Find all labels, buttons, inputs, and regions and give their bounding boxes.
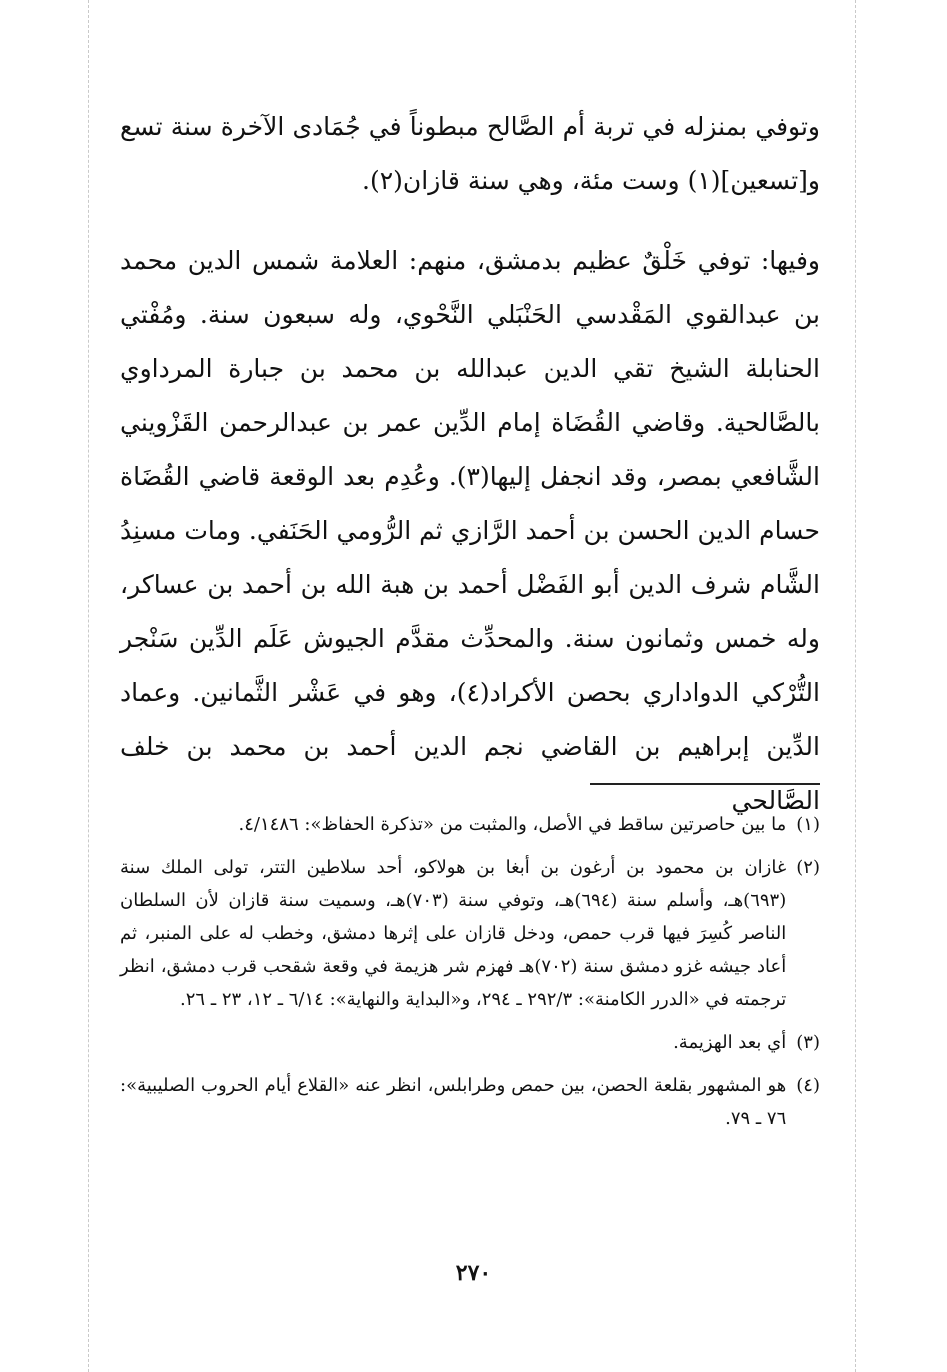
footnotes: [120, 808, 820, 1145]
page-number: ٢٧٠: [455, 1260, 492, 1286]
footnote-1: [120, 808, 820, 841]
paragraph-2: وفيها: توفي خَلْقٌ عظيم بدمشق، منهم: العلامة شمس الدين محمد بن عبدالقوي المَقْدسي الحَنْبَلي النَّحْوي، وله سبعون سنة. ومُفْتي الحنابلة الشيخ تقي الدين عبدالله بن محمد بن جبارة المرداوي بالصَّالحية. وقاضي القُضَاة إمام الدِّين عمر بن عبدالرحمن القَزْويني الشَّافعي بمصر، وقد انجفل إليها(٣). وعُدِم بعد الوقعة قاضي القُضَاة حسام الدين الحسن بن أحمد الرَّازي ثم الرُّومي الحَنَفي. ومات مسنِدُ الشَّام شرف الدين أبو الفَضْل أحمد بن هبة الله بن أحمد بن عساكر، وله خمس وثمانون سنة. والمحدِّث مقدَّم الجيوش عَلَم الدِّين سَنْجر التُّرْكي الدواداري بحصن الأكراد(٤)، وهو في عَشْر الثَّمانين. وعماد الدِّين إبراهيم بن القاضي نجم الدين أحمد بن محمد بن خلف الصَّالحي: [120, 246, 820, 815]
footnote-text: هو المشهور بقلعة الحصن، بين حمص وطرابلس، انظر عنه «القلاع أيام الحروب الصليبية»: ٧٦ ـ ٧٩.: [120, 1075, 787, 1129]
main-text: [120, 100, 820, 828]
footnote-3: [120, 1026, 820, 1059]
footnote-number: (٤): [796, 1075, 820, 1096]
footnote-separator: [590, 783, 820, 785]
footnote-number: (١): [796, 814, 820, 835]
footnote-number: (٢): [796, 857, 820, 878]
footnote-text: ما بين حاصرتين ساقط في الأصل، والمثبت من «تذكرة الحفاظ»: ٤/١٤٨٦.: [238, 814, 787, 835]
footnote-text: غازان بن محمود بن أرغون بن أبغا بن هولاكو، أحد سلاطين التتر، تولى الملك سنة (٦٩٣)هـ، وأسلم سنة (٦٩٤)هـ، وتوفي سنة (٧٠٣)هـ، وسميت سنة قازان لأن السلطان الناصر كُسِرَ فيها قرب حمص، ودخل قازان على إثرها دمشق، وخطب له على المنبر، ثم أعاد جيشه غزو دمشق سنة (٧٠٢)هـ فهزم شر هزيمة في وقعة شقحب قرب دمشق، انظر ترجمته في «الدرر الكامنة»: ٢٩٢/٣ ـ ٢٩٤، و«البداية والنهاية»: ٦/١٤ ـ ١٢، ٢٣ ـ ٢٦.: [120, 857, 787, 1010]
scan-guide-line: [855, 0, 856, 1372]
paragraph-1: وتوفي بمنزله في تربة أم الصَّالح مبطوناً في جُمَادى الآخرة سنة تسع و[تسعين](١) وست مئة، وهي سنة قازان(٢).: [120, 112, 820, 195]
footnote-text: أي بعد الهزيمة.: [673, 1032, 787, 1053]
footnote-number: (٣): [796, 1032, 820, 1053]
scan-guide-line: [88, 0, 89, 1372]
footnote-4: [120, 1069, 820, 1135]
footnote-2: [120, 851, 820, 1016]
